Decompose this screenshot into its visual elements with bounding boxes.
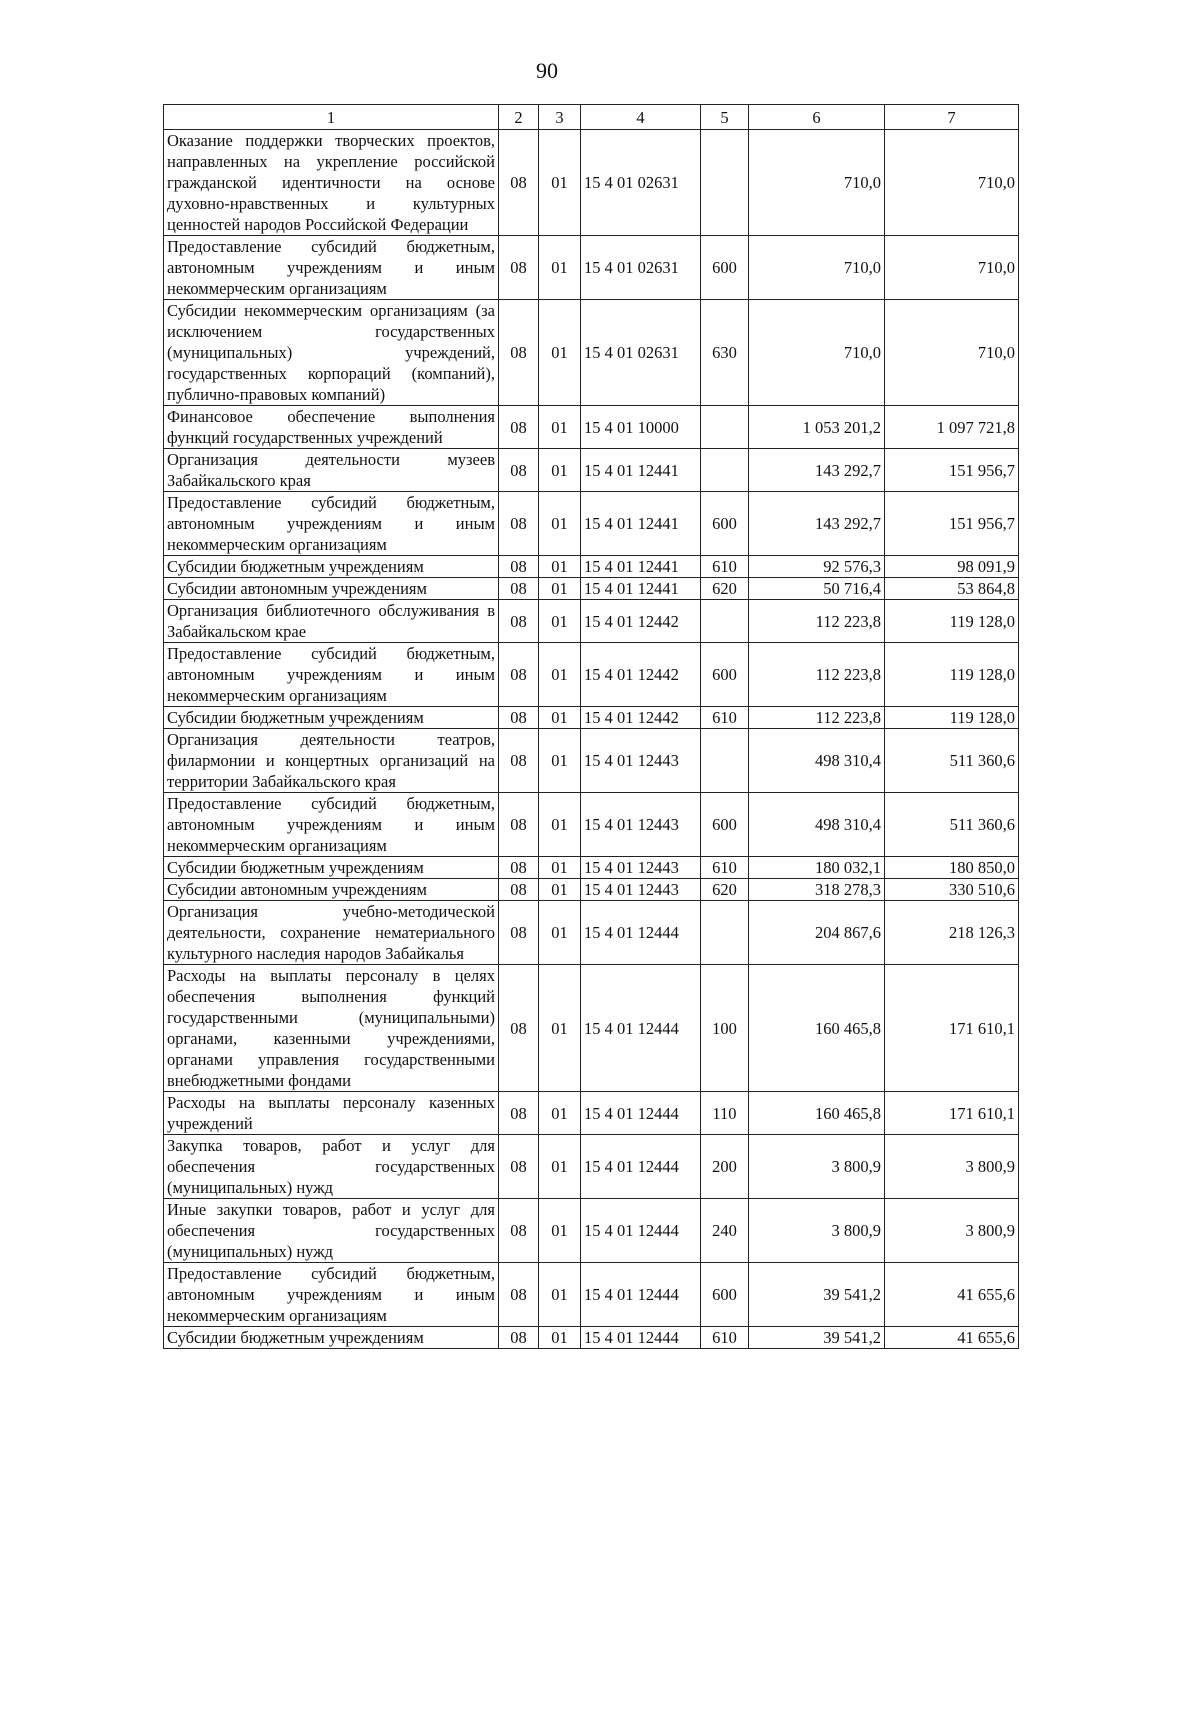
row-name-cell: Субсидии автономным учреждениям <box>164 879 499 901</box>
subsection-code-cell: 01 <box>539 643 581 707</box>
amount-year2-cell: 119 128,0 <box>885 707 1019 729</box>
section-code-cell: 08 <box>499 1092 539 1135</box>
target-article-cell: 15 4 01 12441 <box>581 578 701 600</box>
subsection-code-cell: 01 <box>539 965 581 1092</box>
subsection-code-cell: 01 <box>539 1135 581 1199</box>
target-article-cell: 15 4 01 12443 <box>581 729 701 793</box>
page-number: 90 <box>536 58 558 83</box>
amount-year2-cell: 511 360,6 <box>885 793 1019 857</box>
section-code-cell: 08 <box>499 300 539 406</box>
subsection-code-cell: 01 <box>539 236 581 300</box>
subsection-code-cell: 01 <box>539 492 581 556</box>
target-article-cell: 15 4 01 12442 <box>581 707 701 729</box>
expense-type-cell <box>701 130 749 236</box>
amount-year2-cell: 710,0 <box>885 130 1019 236</box>
header-row <box>164 105 1019 130</box>
amount-year1-cell: 50 716,4 <box>749 578 885 600</box>
header-cell: 6 <box>749 105 885 130</box>
target-article-cell: 15 4 01 12441 <box>581 492 701 556</box>
target-article-cell: 15 4 01 12444 <box>581 1263 701 1327</box>
target-article-cell: 15 4 01 12441 <box>581 556 701 578</box>
subsection-code-cell: 01 <box>539 600 581 643</box>
subsection-code-cell: 01 <box>539 556 581 578</box>
row-name-cell: Предоставление субсидий бюджетным, автономным учреждениям и иным некоммерческим организациям <box>164 643 499 707</box>
table-row <box>164 556 1019 578</box>
amount-year1-cell: 3 800,9 <box>749 1135 885 1199</box>
row-name-cell: Иные закупки товаров, работ и услуг для обеспечения государственных (муниципальных) нужд <box>164 1199 499 1263</box>
table-row <box>164 643 1019 707</box>
amount-year1-cell: 143 292,7 <box>749 492 885 556</box>
amount-year2-cell: 53 864,8 <box>885 578 1019 600</box>
amount-year2-cell: 98 091,9 <box>885 556 1019 578</box>
amount-year2-cell: 171 610,1 <box>885 1092 1019 1135</box>
expense-type-cell: 200 <box>701 1135 749 1199</box>
row-name-cell: Расходы на выплаты персоналу казенных учреждений <box>164 1092 499 1135</box>
header-cell: 5 <box>701 105 749 130</box>
row-name-cell: Предоставление субсидий бюджетным, автономным учреждениям и иным некоммерческим организациям <box>164 492 499 556</box>
subsection-code-cell: 01 <box>539 130 581 236</box>
expense-type-cell <box>701 449 749 492</box>
table-body <box>164 130 1019 1349</box>
amount-year2-cell: 180 850,0 <box>885 857 1019 879</box>
table-row <box>164 236 1019 300</box>
section-code-cell: 08 <box>499 236 539 300</box>
target-article-cell: 15 4 01 12443 <box>581 793 701 857</box>
subsection-code-cell: 01 <box>539 1263 581 1327</box>
section-code-cell: 08 <box>499 643 539 707</box>
row-name-cell: Организация деятельности музеев Забайкальского края <box>164 449 499 492</box>
expense-type-cell: 620 <box>701 879 749 901</box>
subsection-code-cell: 01 <box>539 1327 581 1349</box>
amount-year1-cell: 112 223,8 <box>749 600 885 643</box>
amount-year2-cell: 119 128,0 <box>885 643 1019 707</box>
row-name-cell: Организация библиотечного обслуживания в Забайкальском крае <box>164 600 499 643</box>
expense-type-cell: 600 <box>701 236 749 300</box>
amount-year2-cell: 3 800,9 <box>885 1199 1019 1263</box>
amount-year1-cell: 498 310,4 <box>749 729 885 793</box>
amount-year1-cell: 92 576,3 <box>749 556 885 578</box>
amount-year1-cell: 143 292,7 <box>749 449 885 492</box>
amount-year2-cell: 41 655,6 <box>885 1327 1019 1349</box>
row-name-cell: Предоставление субсидий бюджетным, автономным учреждениям и иным некоммерческим организациям <box>164 1263 499 1327</box>
subsection-code-cell: 01 <box>539 857 581 879</box>
table-row <box>164 1092 1019 1135</box>
expense-type-cell <box>701 406 749 449</box>
amount-year1-cell: 710,0 <box>749 236 885 300</box>
header-cell: 7 <box>885 105 1019 130</box>
row-name-cell: Расходы на выплаты персоналу в целях обеспечения выполнения функций государственными (муниципальными) органами, казенными учреждениями, органами управления государственными внебюджетными фондами <box>164 965 499 1092</box>
amount-year1-cell: 160 465,8 <box>749 965 885 1092</box>
target-article-cell: 15 4 01 12442 <box>581 643 701 707</box>
section-code-cell: 08 <box>499 729 539 793</box>
section-code-cell: 08 <box>499 1263 539 1327</box>
expense-type-cell: 620 <box>701 578 749 600</box>
table-row <box>164 707 1019 729</box>
row-name-cell: Субсидии бюджетным учреждениям <box>164 1327 499 1349</box>
expense-type-cell: 600 <box>701 492 749 556</box>
table-row <box>164 1135 1019 1199</box>
table-row <box>164 729 1019 793</box>
row-name-cell: Субсидии автономным учреждениям <box>164 578 499 600</box>
section-code-cell: 08 <box>499 578 539 600</box>
amount-year2-cell: 330 510,6 <box>885 879 1019 901</box>
table-row <box>164 600 1019 643</box>
table-row <box>164 1199 1019 1263</box>
section-code-cell: 08 <box>499 1327 539 1349</box>
row-name-cell: Субсидии бюджетным учреждениям <box>164 707 499 729</box>
header-cell: 3 <box>539 105 581 130</box>
target-article-cell: 15 4 01 12444 <box>581 1199 701 1263</box>
expense-type-cell: 600 <box>701 793 749 857</box>
target-article-cell: 15 4 01 12444 <box>581 965 701 1092</box>
row-name-cell: Субсидии бюджетным учреждениям <box>164 857 499 879</box>
target-article-cell: 15 4 01 12444 <box>581 1092 701 1135</box>
subsection-code-cell: 01 <box>539 901 581 965</box>
amount-year1-cell: 3 800,9 <box>749 1199 885 1263</box>
row-name-cell: Предоставление субсидий бюджетным, автономным учреждениям и иным некоммерческим организациям <box>164 793 499 857</box>
expense-type-cell: 100 <box>701 965 749 1092</box>
table-row <box>164 793 1019 857</box>
amount-year1-cell: 39 541,2 <box>749 1327 885 1349</box>
target-article-cell: 15 4 01 02631 <box>581 130 701 236</box>
header-cell: 4 <box>581 105 701 130</box>
amount-year1-cell: 180 032,1 <box>749 857 885 879</box>
expense-type-cell: 610 <box>701 857 749 879</box>
table-row <box>164 857 1019 879</box>
amount-year1-cell: 204 867,6 <box>749 901 885 965</box>
table-row <box>164 1327 1019 1349</box>
amount-year2-cell: 41 655,6 <box>885 1263 1019 1327</box>
amount-year1-cell: 39 541,2 <box>749 1263 885 1327</box>
header-cell: 1 <box>164 105 499 130</box>
amount-year1-cell: 112 223,8 <box>749 707 885 729</box>
amount-year1-cell: 710,0 <box>749 300 885 406</box>
amount-year2-cell: 710,0 <box>885 236 1019 300</box>
header-cell: 2 <box>499 105 539 130</box>
amount-year1-cell: 1 053 201,2 <box>749 406 885 449</box>
table-row <box>164 901 1019 965</box>
expense-type-cell: 110 <box>701 1092 749 1135</box>
subsection-code-cell: 01 <box>539 879 581 901</box>
section-code-cell: 08 <box>499 1199 539 1263</box>
section-code-cell: 08 <box>499 965 539 1092</box>
amount-year2-cell: 171 610,1 <box>885 965 1019 1092</box>
target-article-cell: 15 4 01 02631 <box>581 300 701 406</box>
target-article-cell: 15 4 01 12442 <box>581 600 701 643</box>
table-row <box>164 879 1019 901</box>
subsection-code-cell: 01 <box>539 1199 581 1263</box>
amount-year2-cell: 3 800,9 <box>885 1135 1019 1199</box>
expense-type-cell: 600 <box>701 1263 749 1327</box>
expense-type-cell: 600 <box>701 643 749 707</box>
amount-year1-cell: 160 465,8 <box>749 1092 885 1135</box>
subsection-code-cell: 01 <box>539 1092 581 1135</box>
target-article-cell: 15 4 01 12444 <box>581 901 701 965</box>
expense-type-cell <box>701 901 749 965</box>
section-code-cell: 08 <box>499 707 539 729</box>
subsection-code-cell: 01 <box>539 300 581 406</box>
subsection-code-cell: 01 <box>539 406 581 449</box>
table-row <box>164 406 1019 449</box>
row-name-cell: Организация деятельности театров, филармонии и концертных организаций на территории Забайкальского края <box>164 729 499 793</box>
target-article-cell: 15 4 01 02631 <box>581 236 701 300</box>
table-row <box>164 965 1019 1092</box>
amount-year1-cell: 710,0 <box>749 130 885 236</box>
amount-year2-cell: 1 097 721,8 <box>885 406 1019 449</box>
target-article-cell: 15 4 01 12444 <box>581 1135 701 1199</box>
table-row <box>164 578 1019 600</box>
amount-year1-cell: 318 278,3 <box>749 879 885 901</box>
target-article-cell: 15 4 01 12444 <box>581 1327 701 1349</box>
subsection-code-cell: 01 <box>539 578 581 600</box>
section-code-cell: 08 <box>499 449 539 492</box>
expense-type-cell: 630 <box>701 300 749 406</box>
expense-type-cell: 610 <box>701 707 749 729</box>
subsection-code-cell: 01 <box>539 729 581 793</box>
table-row <box>164 492 1019 556</box>
section-code-cell: 08 <box>499 1135 539 1199</box>
row-name-cell: Субсидии некоммерческим организациям (за исключением государственных (муниципальных) учреждений, государственных корпораций (компаний), публично-правовых компаний) <box>164 300 499 406</box>
expense-type-cell: 240 <box>701 1199 749 1263</box>
expense-type-cell: 610 <box>701 1327 749 1349</box>
target-article-cell: 15 4 01 10000 <box>581 406 701 449</box>
section-code-cell: 08 <box>499 901 539 965</box>
row-name-cell: Закупка товаров, работ и услуг для обеспечения государственных (муниципальных) нужд <box>164 1135 499 1199</box>
section-code-cell: 08 <box>499 857 539 879</box>
subsection-code-cell: 01 <box>539 793 581 857</box>
target-article-cell: 15 4 01 12443 <box>581 857 701 879</box>
amount-year2-cell: 151 956,7 <box>885 492 1019 556</box>
budget-table <box>163 104 1019 1349</box>
section-code-cell: 08 <box>499 556 539 578</box>
section-code-cell: 08 <box>499 130 539 236</box>
table-row <box>164 449 1019 492</box>
amount-year1-cell: 498 310,4 <box>749 793 885 857</box>
section-code-cell: 08 <box>499 793 539 857</box>
row-name-cell: Финансовое обеспечение выполнения функций государственных учреждений <box>164 406 499 449</box>
table-row <box>164 130 1019 236</box>
amount-year2-cell: 218 126,3 <box>885 901 1019 965</box>
expense-type-cell <box>701 600 749 643</box>
amount-year2-cell: 511 360,6 <box>885 729 1019 793</box>
amount-year2-cell: 710,0 <box>885 300 1019 406</box>
section-code-cell: 08 <box>499 492 539 556</box>
table-row <box>164 1263 1019 1327</box>
section-code-cell: 08 <box>499 406 539 449</box>
row-name-cell: Предоставление субсидий бюджетным, автономным учреждениям и иным некоммерческим организациям <box>164 236 499 300</box>
section-code-cell: 08 <box>499 879 539 901</box>
row-name-cell: Организация учебно-методической деятельности, сохранение нематериального культурного наследия народов Забайкалья <box>164 901 499 965</box>
amount-year1-cell: 112 223,8 <box>749 643 885 707</box>
amount-year2-cell: 151 956,7 <box>885 449 1019 492</box>
expense-type-cell <box>701 729 749 793</box>
row-name-cell: Оказание поддержки творческих проектов, направленных на укрепление российской гражданской идентичности на основе духовно-нравственных и культурных ценностей народов Российской Федерации <box>164 130 499 236</box>
subsection-code-cell: 01 <box>539 449 581 492</box>
row-name-cell: Субсидии бюджетным учреждениям <box>164 556 499 578</box>
target-article-cell: 15 4 01 12443 <box>581 879 701 901</box>
subsection-code-cell: 01 <box>539 707 581 729</box>
expense-type-cell: 610 <box>701 556 749 578</box>
table-row <box>164 300 1019 406</box>
amount-year2-cell: 119 128,0 <box>885 600 1019 643</box>
section-code-cell: 08 <box>499 600 539 643</box>
target-article-cell: 15 4 01 12441 <box>581 449 701 492</box>
